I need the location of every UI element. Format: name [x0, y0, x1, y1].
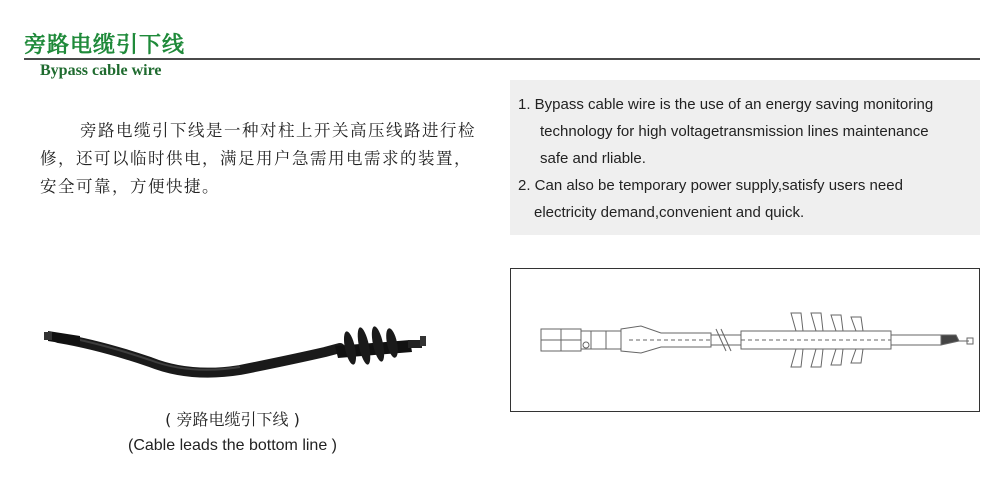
title-divider [24, 58, 980, 60]
chinese-paragraph: 旁路电缆引下线是一种对柱上开关高压线路进行检修，还可以临时供电，满足用户急需用电需求的装置，安全可靠，方便快捷。 [40, 121, 476, 196]
list-item-1-line-2: technology for high voltagetransmission lines maintenance [540, 123, 929, 140]
list-item-2-line-2: electricity demand,convenient and quick. [534, 204, 805, 221]
list-item-2-line-1: 2. Can also be temporary power supply,satisfy users need [518, 177, 903, 194]
page-subtitle: Bypass cable wire [40, 62, 162, 79]
english-description-list [518, 91, 978, 226]
technical-drawing [511, 269, 979, 411]
page-title: 旁路电缆引下线 [24, 33, 186, 58]
list-item-1-line-1: 1. Bypass cable wire is the use of an energy saving monitoring [518, 96, 934, 113]
technical-drawing-frame [510, 268, 980, 412]
list-item-1-line-3: safe and rliable. [540, 150, 646, 167]
photo-caption-chinese: ( 旁路电缆引下线 ) [165, 410, 300, 429]
photo-caption-english: (Cable leads the bottom line ) [128, 437, 337, 454]
chinese-description [40, 117, 480, 201]
cable-photo [40, 300, 440, 400]
